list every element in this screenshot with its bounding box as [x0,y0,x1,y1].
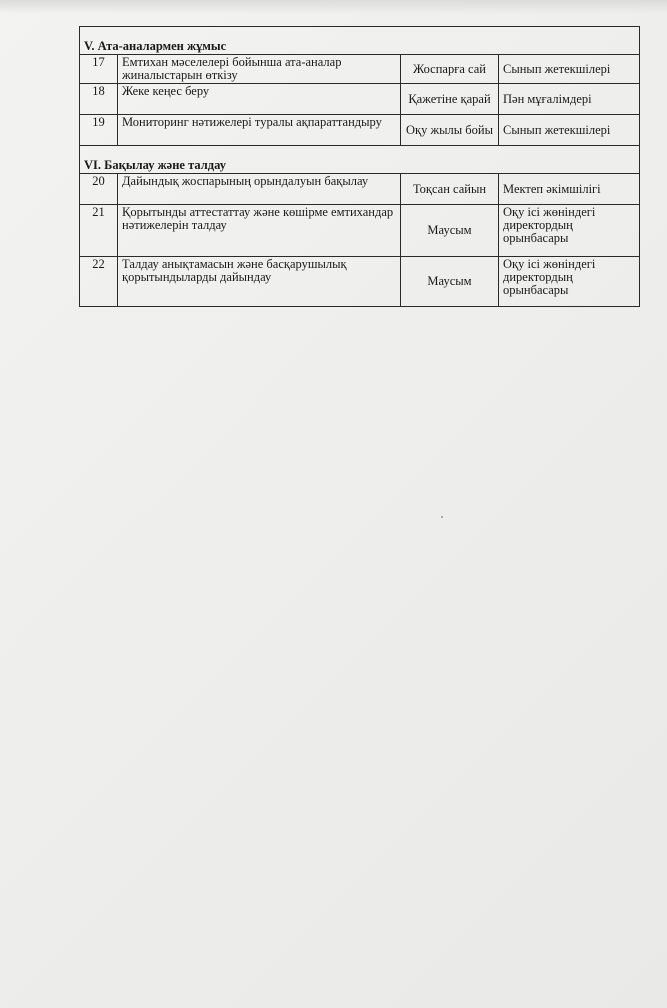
row-time: Қажетіне қарай [401,84,499,115]
row-task: Емтихан мәселелері бойынша ата-аналар жиналыстарын өткізу [118,55,401,84]
row-responsible: Пән мұғалімдері [499,84,640,115]
section-title: VI. Бақылау және талдау [80,156,640,174]
row-task: Жеке кеңес беру [118,84,401,115]
section-heading [80,37,640,55]
row-task: Дайындық жоспарының орындалуын бақылау [118,174,401,205]
table-row [80,115,640,146]
paper-speck [441,516,443,518]
row-number: 22 [80,257,118,307]
row-time: Жоспарға сай [401,55,499,84]
row-task: Мониторинг нәтижелері туралы ақпараттандыру [118,115,401,146]
section-title: V. Ата-аналармен жұмыс [80,37,640,55]
row-responsible: Сынып жетекшілері [499,115,640,146]
table-row [80,205,640,257]
row-number: 18 [80,84,118,115]
row-number: 19 [80,115,118,146]
row-number: 20 [80,174,118,205]
table-row [80,55,640,84]
row-responsible: Сынып жетекшілері [499,55,640,84]
table-row [80,84,640,115]
row-time: Маусым [401,205,499,257]
page-top-edge [0,0,667,14]
table-row [80,257,640,307]
row-number: 17 [80,55,118,84]
row-responsible: Оқу ісі жөніндегі директордың орынбасары [499,257,640,307]
row-responsible: Оқу ісі жөніндегі директордың орынбасары [499,205,640,257]
row-time: Оқу жылы бойы [401,115,499,146]
row-number: 21 [80,205,118,257]
row-task: Талдау анықтамасын және басқарушылық қорытындыларды дайындау [118,257,401,307]
section-heading [80,156,640,174]
plan-table [79,26,640,307]
row-responsible: Мектеп әкімшілігі [499,174,640,205]
row-task: Қорытынды аттестаттау және көшірме емтихандар нәтижелерін талдау [118,205,401,257]
row-time: Маусым [401,257,499,307]
table-row [80,174,640,205]
row-time: Тоқсан сайын [401,174,499,205]
